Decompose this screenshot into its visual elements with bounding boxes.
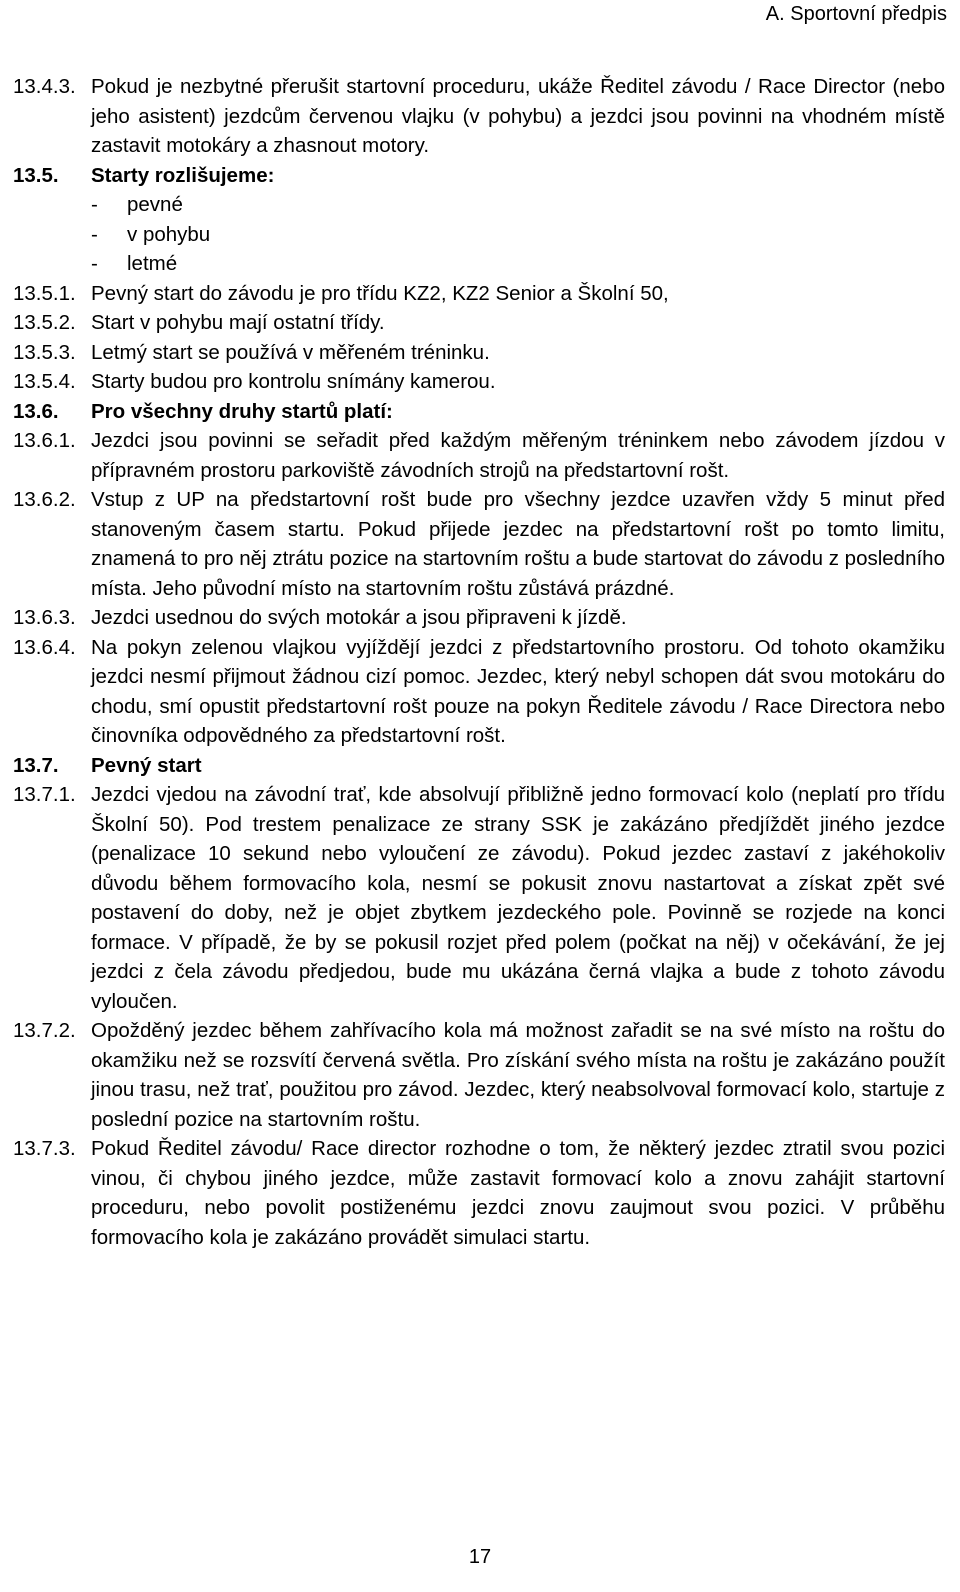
section-heading: Starty rozlišujeme: xyxy=(91,163,275,187)
section-13-7-2 xyxy=(13,1016,945,1134)
section-number: 13.7.1. xyxy=(13,783,76,806)
section-number: 13.5.1. xyxy=(13,281,76,305)
section-13-6-3 xyxy=(13,603,945,633)
section-13-6-4 xyxy=(13,633,945,751)
list-item-text: letmé xyxy=(127,252,178,275)
list-item-text: pevné xyxy=(127,193,183,216)
section-13-6-2 xyxy=(13,485,945,603)
section-text: Jezdci jsou povinni se seřadit před každým měřeným tréninkem nebo závodem jízdou v přípravném prostoru parkoviště závodních strojů na předstartovní rošt. xyxy=(91,429,945,482)
document-header: A. Sportovní předpis xyxy=(765,3,947,25)
section-text: Letmý start se používá v měřeném tréninku. xyxy=(91,340,490,364)
start-type-item xyxy=(13,220,945,250)
start-type-item xyxy=(13,190,945,220)
section-number: 13.5. xyxy=(13,163,59,187)
section-number: 13.5.4. xyxy=(13,370,76,393)
section-13-7-3 xyxy=(13,1134,945,1252)
section-text: Starty budou pro kontrolu snímány kamerou. xyxy=(91,370,496,393)
section-text: Start v pohybu mají ostatní třídy. xyxy=(91,311,385,334)
section-text: Opožděný jezdec během zahřívacího kola má možnost zařadit se na své místo na roštu do okamžiku než se rozsvítí červená světla. Pro získání svého místa na roštu je zakázáno použít jinou trasu, než trať, použitou pro závod. Jezdec, který neabsolvoval formovací kolo, startuje z poslední pozice na startovním roštu. xyxy=(91,1019,945,1131)
section-text: Jezdci usednou do svých motokár a jsou připraveni k jízdě. xyxy=(91,606,627,629)
list-dash: - xyxy=(91,222,98,246)
section-number: 13.6.4. xyxy=(13,635,76,659)
section-13-6-1 xyxy=(13,426,945,485)
section-13-5-1 xyxy=(13,279,945,309)
start-type-item xyxy=(13,249,945,279)
section-number: 13.6.2. xyxy=(13,488,76,511)
section-13-7-1 xyxy=(13,780,945,1016)
section-number: 13.6. xyxy=(13,399,59,423)
section-13-5-4 xyxy=(13,367,945,397)
section-13-5-3 xyxy=(13,338,945,368)
section-13-5-2 xyxy=(13,308,945,338)
section-text: Pevný start do závodu je pro třídu KZ2, KZ2 Senior a Školní 50, xyxy=(91,281,669,305)
section-text: Na pokyn zelenou vlajkou vyjíždějí jezdci z předstartovního prostoru. Od tohoto okamžiku jezdci nesmí přijmout žádnou cizí pomoc. Jezdec, který nebyl schopen dát svou motokáru do chodu, smí opustit předstartovní rošt pouze na pokyn Ředitele závodu / Race Directora nebo činovníka odpovědného za předstartovní rošt. xyxy=(91,635,945,747)
section-13-5 xyxy=(13,161,945,191)
list-dash: - xyxy=(91,193,98,216)
section-number: 13.6.1. xyxy=(13,429,76,452)
section-number: 13.5.2. xyxy=(13,311,76,334)
section-text: Jezdci vjedou na závodní trať, kde absolvují přibližně jedno formovací kolo (neplatí pro třídu Školní 50). Pod trestem penalizace ze strany SSK je zakázáno předjíždět jiného jezdce (penalizace 10 sekund nebo vyloučení ze závodu). Pokud jezdec zastaví z jakéhokoliv důvodu během formovacího kola, nesmí se pokusit znovu nastartovat a získat zpět své postavení do doby, než je objet zbytkem jezdeckého pole. Povinně se rozjede na konci formace. V případě, že by se pokusil rozjet před polem (počkat na něj) v očekávání, že jej jezdci z čela závodu předjedou, bude mu ukázána černá vlajka a bude z tohoto závodu vyloučen. xyxy=(91,783,945,1013)
section-number: 13.6.3. xyxy=(13,606,76,629)
section-13-7 xyxy=(13,751,945,781)
section-number: 13.7.2. xyxy=(13,1019,76,1042)
page-number: 17 xyxy=(468,1546,492,1568)
document-body xyxy=(13,72,945,1252)
section-number: 13.5.3. xyxy=(13,340,76,364)
section-heading: Pevný start xyxy=(91,753,202,777)
section-number: 13.7.3. xyxy=(13,1137,76,1160)
section-13-6 xyxy=(13,397,945,427)
section-heading: Pro všechny druhy startů platí: xyxy=(91,399,393,423)
section-text: Pokud Ředitel závodu/ Race director rozhodne o tom, že některý jezdec ztratil svou pozici vinou, či chybou jiného jezdce, může zastavit formovací kolo a znovu zahájit startovní proceduru, nebo povolit postiženému jezdci znovu zaujmout svou pozici. V průběhu formovacího kola je zakázáno provádět simulaci startu. xyxy=(91,1137,945,1249)
section-13-4-3 xyxy=(13,72,945,161)
list-dash: - xyxy=(91,252,98,275)
section-number: 13.4.3. xyxy=(13,75,76,98)
section-text: Pokud je nezbytné přerušit startovní proceduru, ukáže Ředitel závodu / Race Director (nebo jeho asistent) jezdcům červenou vlajku (v pohybu) a jezdci jsou povinni na vhodném místě zastavit motokáry a zhasnout motory. xyxy=(91,75,945,157)
list-item-text: v pohybu xyxy=(127,222,211,246)
section-text: Vstup z UP na předstartovní rošt bude pro všechny jezdce uzavřen vždy 5 minut před stanoveným časem startu. Pokud přijede jezdec na předstartovní rošt po tomto limitu, znamená to pro něj ztrátu pozice na startovním roštu a bude startovat do závodu z posledního místa. Jeho původní místo na startovním roštu zůstává prázdné. xyxy=(91,488,945,600)
section-number: 13.7. xyxy=(13,753,59,777)
